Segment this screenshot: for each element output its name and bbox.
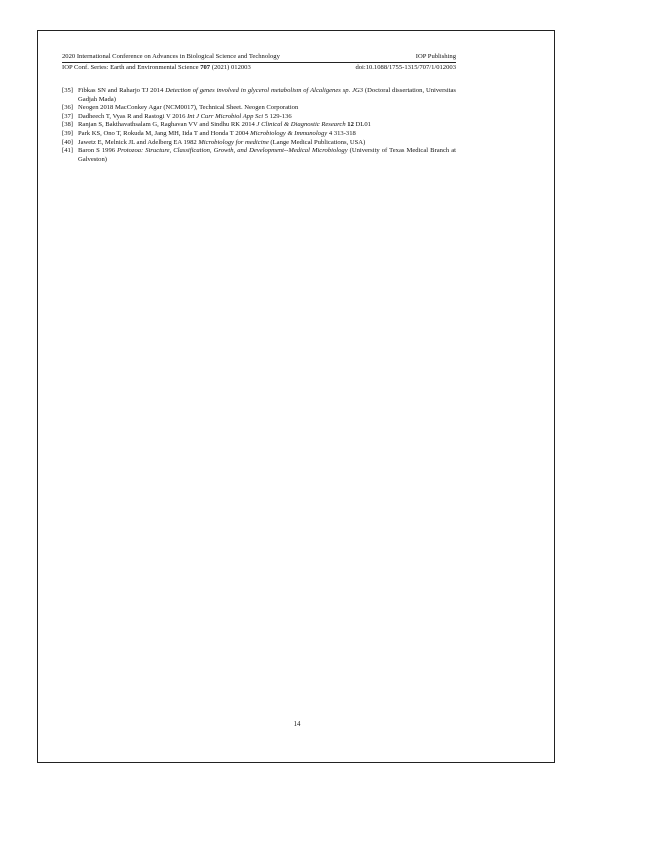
ref-title: Detection of genes involved in glycerol metabolism of Alcaligenes sp. JG3	[165, 87, 364, 94]
ref-authors: Jawetz E, Melnick JL and Adelberg EA 1982	[78, 138, 199, 146]
ref-authors: Baron S 1996	[78, 147, 118, 155]
reference-text	[78, 139, 456, 148]
ref-authors: Ranjan S, Bakthavathsalam G, Raghavan VV and Sindhu RK 2014	[78, 121, 257, 129]
reference-item	[62, 87, 456, 104]
ref-source: 5 129-136	[263, 112, 292, 120]
reference-text	[78, 87, 456, 104]
reference-number: [40]	[62, 138, 73, 146]
ref-source: DL01	[353, 121, 371, 129]
ref-authors: Dadheech T, Vyas R and Rastogi V 2016	[78, 112, 188, 120]
ref-journal: Microbiology & Immunology	[250, 129, 328, 137]
reference-item	[62, 121, 456, 130]
doi-text: doi:10.1088/1755-1315/707/1/012003	[355, 63, 456, 71]
reference-item	[62, 147, 456, 164]
ref-source: (Doctoral dissertation, Universitas Gadjah Mada)	[78, 87, 456, 103]
reference-number: [39]	[62, 129, 73, 137]
reference-number: [41]	[62, 147, 73, 155]
series-citation	[62, 63, 251, 72]
reference-text	[78, 104, 456, 113]
header-line-1	[62, 52, 456, 63]
reference-item	[62, 113, 456, 122]
ref-authors: Fibkas SN and Raharjo TJ 2014	[78, 87, 166, 94]
page-number: 14	[293, 721, 301, 728]
running-header	[62, 52, 456, 72]
ref-source: (Lange Medical Publications, USA)	[268, 138, 366, 146]
ref-authors: Park KS, Ono T, Rokuda M, Jang MH, Iida T and Honda T 2004	[78, 129, 251, 137]
reference-item	[62, 130, 456, 139]
ref-volume: 12	[345, 121, 354, 129]
ref-title: Microbiology for medicine	[198, 138, 269, 146]
conference-title: 2020 International Conference on Advances in Biological Science and Technology	[62, 53, 280, 60]
reference-number: [38]	[62, 121, 73, 129]
reference-number: [36]	[62, 104, 73, 112]
series-prefix: IOP Conf. Series: Earth and Environmental Science	[62, 63, 201, 71]
ref-source: 4 313-318	[327, 129, 356, 137]
reference-text	[78, 130, 456, 139]
reference-text	[78, 121, 456, 130]
ref-authors: Neogen 2018 MacConkey Agar (NCM0017), Technical Sheet. Neogen Corporation	[78, 104, 299, 112]
reference-number: [35]	[62, 87, 73, 94]
series-suffix: (2021) 012003	[210, 63, 251, 71]
ref-journal: Int J Curr Microbiol App Sci	[187, 112, 264, 120]
reference-number: [37]	[62, 112, 73, 120]
reference-text	[78, 113, 456, 122]
ref-journal: J Clinical & Diagnostic Research	[256, 121, 346, 129]
series-volume: 707	[200, 63, 211, 71]
header-line-2	[62, 63, 456, 72]
ref-title: Protozoa: Structure, Classification, Growth, and Development--Medical Microbiology	[117, 147, 348, 155]
reference-item	[62, 104, 456, 113]
reference-list	[62, 87, 456, 164]
reference-item	[62, 139, 456, 148]
reference-text	[78, 147, 456, 164]
ref-source: (University of Texas Medical Branch at Galveston)	[78, 147, 456, 163]
publisher-name: IOP Publishing	[415, 53, 456, 60]
